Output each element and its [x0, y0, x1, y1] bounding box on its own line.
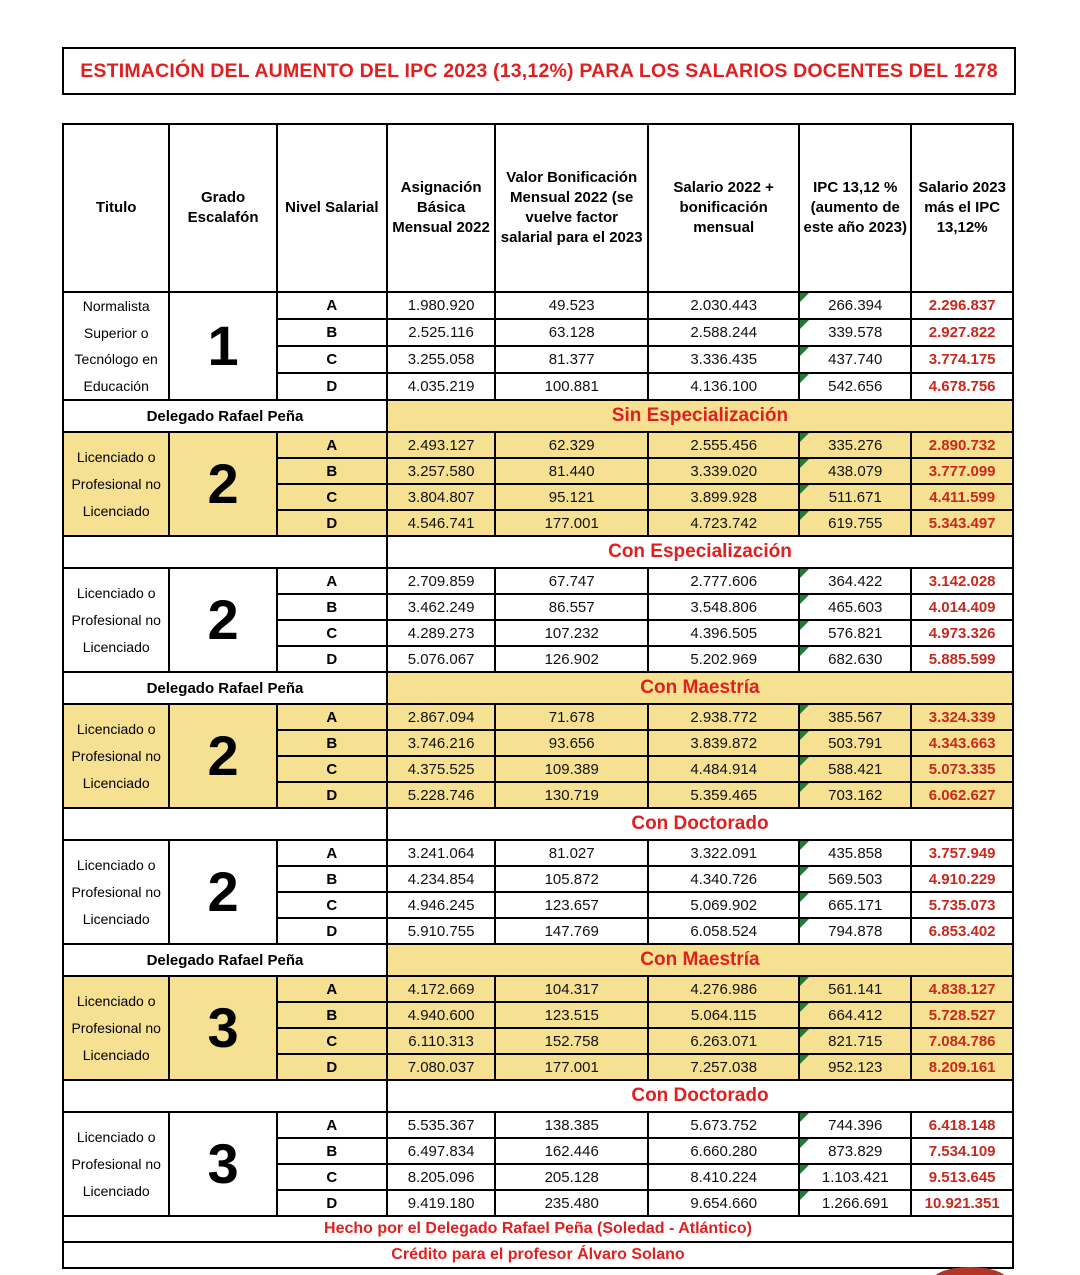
- nivel-cell: B: [277, 319, 387, 346]
- band-label-cell: Con Maestría: [387, 672, 1013, 704]
- salario2022-cell: 3.322.091: [648, 840, 799, 866]
- bonificacion-cell: 138.385: [495, 1112, 648, 1138]
- bonificacion-cell: 67.747: [495, 568, 648, 594]
- band-left-cell: Delegado Rafael Peña: [63, 944, 387, 976]
- bonificacion-cell: 100.881: [495, 373, 648, 400]
- titulo-cell: Licenciado o Profesional no Licenciado: [63, 704, 169, 808]
- asignacion-cell: 3.241.064: [387, 840, 495, 866]
- salario2022-cell: 5.069.902: [648, 892, 799, 918]
- ipc-cell: 511.671: [799, 484, 911, 510]
- green-corner-marker-icon: [800, 893, 809, 902]
- ipc-cell: 503.791: [799, 730, 911, 756]
- nivel-cell: C: [277, 892, 387, 918]
- asignacion-cell: 4.940.600: [387, 1002, 495, 1028]
- salario2023-cell: 3.774.175: [911, 346, 1013, 373]
- ipc-cell: 542.656: [799, 373, 911, 400]
- column-header: IPC 13,12 % (aumento de este año 2023): [799, 124, 911, 292]
- band-label-cell: Con Doctorado: [387, 808, 1013, 840]
- asignacion-cell: 3.746.216: [387, 730, 495, 756]
- green-corner-marker-icon: [800, 293, 809, 302]
- salario2022-cell: 6.660.280: [648, 1138, 799, 1164]
- salario2023-cell: 6.062.627: [911, 782, 1013, 808]
- nivel-cell: A: [277, 568, 387, 594]
- band-left-cell: [63, 808, 387, 840]
- table-row: [63, 976, 1013, 1002]
- bonificacion-cell: 123.515: [495, 1002, 648, 1028]
- salario2023-cell: 8.209.161: [911, 1054, 1013, 1080]
- footer-row: [63, 1216, 1013, 1242]
- ipc-cell: 1.266.691: [799, 1190, 911, 1216]
- green-corner-marker-icon: [800, 621, 809, 630]
- green-corner-marker-icon: [800, 919, 809, 928]
- salario2023-cell: 3.777.099: [911, 458, 1013, 484]
- nivel-cell: D: [277, 373, 387, 400]
- ipc-cell: 665.171: [799, 892, 911, 918]
- ipc-cell: 619.755: [799, 510, 911, 536]
- table-row: [63, 840, 1013, 866]
- salario2023-cell: 4.678.756: [911, 373, 1013, 400]
- table-row: [63, 292, 1013, 319]
- bonificacion-cell: 81.440: [495, 458, 648, 484]
- green-corner-marker-icon: [800, 1165, 809, 1174]
- ipc-cell: 438.079: [799, 458, 911, 484]
- bonificacion-cell: 63.128: [495, 319, 648, 346]
- nivel-cell: B: [277, 730, 387, 756]
- ipc-cell: 465.603: [799, 594, 911, 620]
- ipc-cell: 873.829: [799, 1138, 911, 1164]
- salario2022-cell: 2.938.772: [648, 704, 799, 730]
- bonificacion-cell: 152.758: [495, 1028, 648, 1054]
- ipc-cell: 682.630: [799, 646, 911, 672]
- salario2023-cell: 4.973.326: [911, 620, 1013, 646]
- table-row: [63, 704, 1013, 730]
- salario2023-cell: 9.513.645: [911, 1164, 1013, 1190]
- bonificacion-cell: 147.769: [495, 918, 648, 944]
- salario2023-cell: 2.927.822: [911, 319, 1013, 346]
- salario2022-cell: 5.673.752: [648, 1112, 799, 1138]
- salario2022-cell: 4.396.505: [648, 620, 799, 646]
- salario2023-cell: 7.534.109: [911, 1138, 1013, 1164]
- bonificacion-cell: 126.902: [495, 646, 648, 672]
- band-label-cell: Con Maestría: [387, 944, 1013, 976]
- green-corner-marker-icon: [800, 1191, 809, 1200]
- ipc-cell: 266.394: [799, 292, 911, 319]
- salario2022-cell: 3.339.020: [648, 458, 799, 484]
- band-row: [63, 672, 1013, 704]
- asignacion-cell: 5.228.746: [387, 782, 495, 808]
- salario2022-cell: 4.484.914: [648, 756, 799, 782]
- salario2022-cell: 2.588.244: [648, 319, 799, 346]
- table-row: [63, 568, 1013, 594]
- band-label-cell: Con Doctorado: [387, 1080, 1013, 1112]
- green-corner-marker-icon: [800, 347, 809, 356]
- bonificacion-cell: 62.329: [495, 432, 648, 458]
- ipc-cell: 664.412: [799, 1002, 911, 1028]
- band-label-cell: Con Especialización: [387, 536, 1013, 568]
- bonificacion-cell: 109.389: [495, 756, 648, 782]
- nivel-cell: B: [277, 1138, 387, 1164]
- titulo-cell: Licenciado o Profesional no Licenciado: [63, 568, 169, 672]
- asignacion-cell: 5.076.067: [387, 646, 495, 672]
- green-corner-marker-icon: [800, 1003, 809, 1012]
- salario2022-cell: 5.359.465: [648, 782, 799, 808]
- green-corner-marker-icon: [800, 433, 809, 442]
- salario2022-cell: 2.555.456: [648, 432, 799, 458]
- salario2023-cell: 10.921.351: [911, 1190, 1013, 1216]
- ipc-cell: 339.578: [799, 319, 911, 346]
- salario2022-cell: 4.723.742: [648, 510, 799, 536]
- bonificacion-cell: 104.317: [495, 976, 648, 1002]
- salario2023-cell: 6.418.148: [911, 1112, 1013, 1138]
- bonificacion-cell: 49.523: [495, 292, 648, 319]
- green-corner-marker-icon: [800, 647, 809, 656]
- salario2023-cell: 5.728.527: [911, 1002, 1013, 1028]
- grado-cell: 2: [169, 432, 276, 536]
- green-corner-marker-icon: [800, 867, 809, 876]
- salario2023-cell: 5.885.599: [911, 646, 1013, 672]
- grado-cell: 3: [169, 1112, 276, 1216]
- table-row: [63, 432, 1013, 458]
- nivel-cell: C: [277, 756, 387, 782]
- nivel-cell: A: [277, 1112, 387, 1138]
- band-row: [63, 944, 1013, 976]
- grado-cell: 2: [169, 568, 276, 672]
- asignacion-cell: 6.110.313: [387, 1028, 495, 1054]
- salario2023-cell: 4.014.409: [911, 594, 1013, 620]
- salario2023-cell: 2.890.732: [911, 432, 1013, 458]
- grado-cell: 3: [169, 976, 276, 1080]
- ipc-cell: 437.740: [799, 346, 911, 373]
- nivel-cell: A: [277, 976, 387, 1002]
- bonificacion-cell: 177.001: [495, 1054, 648, 1080]
- salario2022-cell: 6.058.524: [648, 918, 799, 944]
- band-left-cell: Delegado Rafael Peña: [63, 672, 387, 704]
- asignacion-cell: 4.035.219: [387, 373, 495, 400]
- asignacion-cell: 4.375.525: [387, 756, 495, 782]
- green-corner-marker-icon: [800, 783, 809, 792]
- column-header: Salario 2022 + bonificación mensual: [648, 124, 799, 292]
- green-corner-marker-icon: [800, 977, 809, 986]
- column-header: Salario 2023 más el IPC 13,12%: [911, 124, 1013, 292]
- nivel-cell: B: [277, 866, 387, 892]
- asignacion-cell: 5.910.755: [387, 918, 495, 944]
- ipc-cell: 952.123: [799, 1054, 911, 1080]
- green-corner-marker-icon: [800, 511, 809, 520]
- nivel-cell: C: [277, 1164, 387, 1190]
- salario2023-cell: 7.084.786: [911, 1028, 1013, 1054]
- salario2022-cell: 4.136.100: [648, 373, 799, 400]
- band-row: [63, 1080, 1013, 1112]
- column-header: Titulo: [63, 124, 169, 292]
- table-header: [63, 124, 1013, 292]
- ipc-cell: 335.276: [799, 432, 911, 458]
- grado-cell: 1: [169, 292, 276, 400]
- ipc-cell: 588.421: [799, 756, 911, 782]
- ipc-cell: 821.715: [799, 1028, 911, 1054]
- asignacion-cell: 1.980.920: [387, 292, 495, 319]
- salario2022-cell: 5.064.115: [648, 1002, 799, 1028]
- salario2023-cell: 4.411.599: [911, 484, 1013, 510]
- salario2022-cell: 3.336.435: [648, 346, 799, 373]
- salario2022-cell: 2.030.443: [648, 292, 799, 319]
- titulo-cell: Licenciado o Profesional no Licenciado: [63, 432, 169, 536]
- ipc-cell: 744.396: [799, 1112, 911, 1138]
- salario2022-cell: 4.276.986: [648, 976, 799, 1002]
- footer-cell: Hecho por el Delegado Rafael Peña (Soledad - Atlántico): [63, 1216, 1013, 1242]
- ipc-cell: 364.422: [799, 568, 911, 594]
- footer-cell: Crédito para el profesor Álvaro Solano: [63, 1242, 1013, 1268]
- bonificacion-cell: 162.446: [495, 1138, 648, 1164]
- footer-row: [63, 1242, 1013, 1268]
- band-row: [63, 400, 1013, 432]
- ipc-cell: 385.567: [799, 704, 911, 730]
- asignacion-cell: 3.257.580: [387, 458, 495, 484]
- titulo-cell: Licenciado o Profesional no Licenciado: [63, 1112, 169, 1216]
- salario2023-cell: 5.073.335: [911, 756, 1013, 782]
- salario2022-cell: 9.654.660: [648, 1190, 799, 1216]
- bonificacion-cell: 205.128: [495, 1164, 648, 1190]
- asignacion-cell: 3.255.058: [387, 346, 495, 373]
- salario2023-cell: 4.343.663: [911, 730, 1013, 756]
- asignacion-cell: 4.234.854: [387, 866, 495, 892]
- asignacion-cell: 7.080.037: [387, 1054, 495, 1080]
- nivel-cell: A: [277, 292, 387, 319]
- bonificacion-cell: 81.027: [495, 840, 648, 866]
- salario2023-cell: 6.853.402: [911, 918, 1013, 944]
- band-left-cell: [63, 536, 387, 568]
- salario2023-cell: 5.735.073: [911, 892, 1013, 918]
- band-left-cell: Delegado Rafael Peña: [63, 400, 387, 432]
- ipc-cell: 435.858: [799, 840, 911, 866]
- band-label-cell: Sin Especialización: [387, 400, 1013, 432]
- column-header: Nivel Salarial: [277, 124, 387, 292]
- nivel-cell: D: [277, 510, 387, 536]
- column-header: Grado Escalafón: [169, 124, 276, 292]
- nivel-cell: C: [277, 1028, 387, 1054]
- nivel-cell: C: [277, 346, 387, 373]
- bonificacion-cell: 93.656: [495, 730, 648, 756]
- table-row: [63, 1112, 1013, 1138]
- salario2022-cell: 3.839.872: [648, 730, 799, 756]
- bonificacion-cell: 107.232: [495, 620, 648, 646]
- ipc-cell: 794.878: [799, 918, 911, 944]
- salario2023-cell: 2.296.837: [911, 292, 1013, 319]
- asignacion-cell: 4.546.741: [387, 510, 495, 536]
- nivel-cell: D: [277, 918, 387, 944]
- bonificacion-cell: 71.678: [495, 704, 648, 730]
- salario2023-cell: 3.757.949: [911, 840, 1013, 866]
- salario2022-cell: 4.340.726: [648, 866, 799, 892]
- titulo-cell: Licenciado o Profesional no Licenciado: [63, 976, 169, 1080]
- green-corner-marker-icon: [800, 1029, 809, 1038]
- nivel-cell: C: [277, 620, 387, 646]
- asignacion-cell: 3.462.249: [387, 594, 495, 620]
- salario2022-cell: 3.899.928: [648, 484, 799, 510]
- header-row: [63, 124, 1013, 292]
- salario2022-cell: 5.202.969: [648, 646, 799, 672]
- titulo-cell: Licenciado o Profesional no Licenciado: [63, 840, 169, 944]
- salario2023-cell: 3.324.339: [911, 704, 1013, 730]
- nivel-cell: A: [277, 840, 387, 866]
- ipc-cell: 1.103.421: [799, 1164, 911, 1190]
- band-left-cell: [63, 1080, 387, 1112]
- bonificacion-cell: 123.657: [495, 892, 648, 918]
- asignacion-cell: 3.804.807: [387, 484, 495, 510]
- green-corner-marker-icon: [800, 459, 809, 468]
- nivel-cell: A: [277, 704, 387, 730]
- asignacion-cell: 2.525.116: [387, 319, 495, 346]
- band-row: [63, 536, 1013, 568]
- salario2022-cell: 3.548.806: [648, 594, 799, 620]
- nivel-cell: B: [277, 458, 387, 484]
- salario2022-cell: 2.777.606: [648, 568, 799, 594]
- green-corner-marker-icon: [800, 841, 809, 850]
- nivel-cell: D: [277, 646, 387, 672]
- band-row: [63, 808, 1013, 840]
- bonificacion-cell: 105.872: [495, 866, 648, 892]
- bonificacion-cell: 81.377: [495, 346, 648, 373]
- ipc-cell: 561.141: [799, 976, 911, 1002]
- ipc-cell: 703.162: [799, 782, 911, 808]
- table-body: [63, 292, 1013, 1268]
- nivel-cell: B: [277, 1002, 387, 1028]
- asignacion-cell: 4.172.669: [387, 976, 495, 1002]
- green-corner-marker-icon: [800, 1139, 809, 1148]
- nivel-cell: A: [277, 432, 387, 458]
- green-corner-marker-icon: [800, 569, 809, 578]
- grado-cell: 2: [169, 704, 276, 808]
- green-corner-marker-icon: [800, 595, 809, 604]
- asignacion-cell: 4.289.273: [387, 620, 495, 646]
- salario2023-cell: 4.910.229: [911, 866, 1013, 892]
- salario2023-cell: 5.343.497: [911, 510, 1013, 536]
- green-corner-marker-icon: [800, 705, 809, 714]
- bonificacion-cell: 86.557: [495, 594, 648, 620]
- page-title-text: ESTIMACIÓN DEL AUMENTO DEL IPC 2023 (13,12%) PARA LOS SALARIOS DOCENTES DEL 1278: [80, 59, 998, 82]
- salario2022-cell: 6.263.071: [648, 1028, 799, 1054]
- page-title: [62, 47, 1016, 95]
- nivel-cell: C: [277, 484, 387, 510]
- asignacion-cell: 9.419.180: [387, 1190, 495, 1216]
- asignacion-cell: 2.709.859: [387, 568, 495, 594]
- asignacion-cell: 5.535.367: [387, 1112, 495, 1138]
- green-corner-marker-icon: [800, 320, 809, 329]
- bonificacion-cell: 235.480: [495, 1190, 648, 1216]
- bonificacion-cell: 177.001: [495, 510, 648, 536]
- green-corner-marker-icon: [800, 485, 809, 494]
- salario2022-cell: 8.410.224: [648, 1164, 799, 1190]
- green-corner-marker-icon: [800, 1113, 809, 1122]
- salario2023-cell: 4.838.127: [911, 976, 1013, 1002]
- asignacion-cell: 8.205.096: [387, 1164, 495, 1190]
- salario2022-cell: 7.257.038: [648, 1054, 799, 1080]
- nivel-cell: D: [277, 782, 387, 808]
- asignacion-cell: 4.946.245: [387, 892, 495, 918]
- titulo-cell: Normalista Superior o Tecnólogo en Educación: [63, 292, 169, 400]
- salario2023-cell: 3.142.028: [911, 568, 1013, 594]
- ipc-cell: 569.503: [799, 866, 911, 892]
- grado-cell: 2: [169, 840, 276, 944]
- salary-table: [62, 123, 1014, 1269]
- column-header: Valor Bonificación Mensual 2022 (se vuelve factor salarial para el 2023: [495, 124, 648, 292]
- column-header: Asignación Básica Mensual 2022: [387, 124, 495, 292]
- bonificacion-cell: 95.121: [495, 484, 648, 510]
- green-corner-marker-icon: [800, 374, 809, 383]
- ipc-cell: 576.821: [799, 620, 911, 646]
- green-corner-marker-icon: [800, 757, 809, 766]
- asignacion-cell: 2.867.094: [387, 704, 495, 730]
- asignacion-cell: 6.497.834: [387, 1138, 495, 1164]
- nivel-cell: B: [277, 594, 387, 620]
- green-corner-marker-icon: [800, 731, 809, 740]
- green-corner-marker-icon: [800, 1055, 809, 1064]
- asignacion-cell: 2.493.127: [387, 432, 495, 458]
- nivel-cell: D: [277, 1054, 387, 1080]
- bonificacion-cell: 130.719: [495, 782, 648, 808]
- nivel-cell: D: [277, 1190, 387, 1216]
